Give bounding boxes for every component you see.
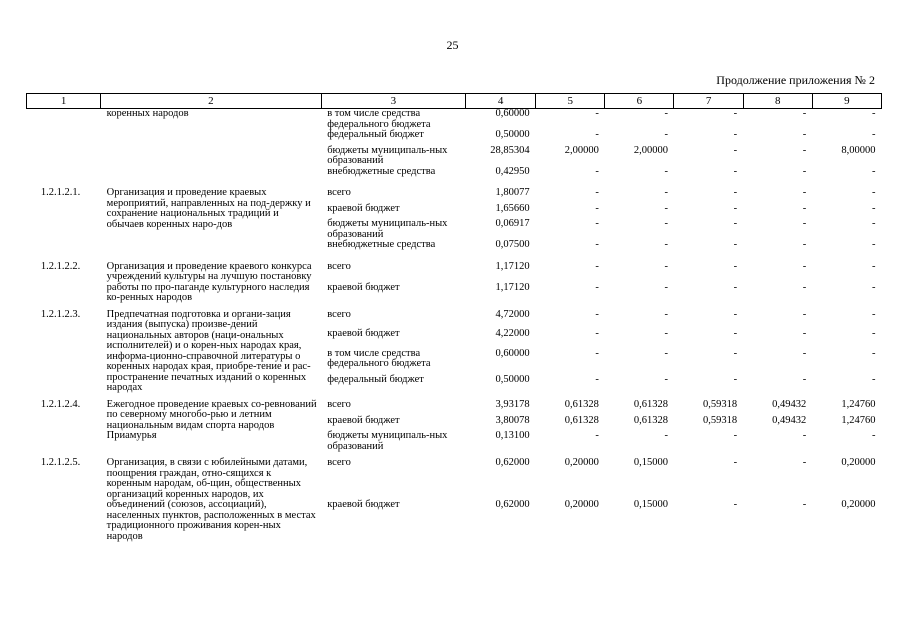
activity-name: коренных народов xyxy=(106,108,189,119)
amount-cell: 0,49432 xyxy=(772,414,807,426)
amount-cell: 0,49432 xyxy=(772,398,807,410)
row-code: 1.2.1.2.2. xyxy=(40,260,81,272)
amount-cell: - xyxy=(733,430,738,442)
column-header: 3 xyxy=(321,94,465,109)
amount-cell: 1,24760 xyxy=(841,414,876,426)
amount-cell: - xyxy=(802,239,807,251)
amount-cell: - xyxy=(595,281,599,293)
amount-cell: - xyxy=(802,373,807,385)
amount-cell: 2,00000 xyxy=(633,144,668,156)
amount-cell: - xyxy=(595,129,599,140)
amount-cell: - xyxy=(872,187,876,199)
amount-cell: - xyxy=(664,260,668,272)
amount-cell: - xyxy=(664,187,668,199)
total-amount-cell: 0,06917 xyxy=(495,218,530,230)
total-amount-cell: 4,22000 xyxy=(495,328,530,340)
amount-cell: - xyxy=(595,328,599,340)
amount-cell: - xyxy=(595,430,599,442)
amount-cell: - xyxy=(872,281,876,293)
amount-cell: - xyxy=(802,260,807,272)
amount-cell: - xyxy=(733,202,738,214)
amount-cell: - xyxy=(733,281,738,293)
column-header: 9 xyxy=(812,94,881,109)
amount-cell: 0,15000 xyxy=(633,499,668,511)
funding-source: краевой бюджет xyxy=(327,281,400,293)
amount-cell: 0,61328 xyxy=(633,398,668,410)
amount-cell: - xyxy=(872,129,876,140)
amount-cell: - xyxy=(595,187,599,199)
amount-cell: - xyxy=(733,308,738,320)
amount-cell: 0,61328 xyxy=(564,414,599,426)
amount-cell: - xyxy=(802,108,807,119)
amount-cell: - xyxy=(664,202,668,214)
amount-cell: - xyxy=(872,239,876,251)
amount-cell: - xyxy=(872,430,876,442)
amount-cell: 0,20000 xyxy=(564,499,599,511)
funding-source: краевой бюджет xyxy=(327,414,400,426)
funding-source: федеральный бюджет xyxy=(327,373,424,385)
table-row xyxy=(27,109,882,131)
funding-source: всего xyxy=(327,187,351,199)
amount-cell: - xyxy=(733,260,738,272)
page-number: 25 xyxy=(446,38,459,52)
amount-cell: - xyxy=(802,347,807,359)
row-code: 1.2.1.2.1. xyxy=(40,187,81,199)
amount-cell: 0,20000 xyxy=(841,499,876,511)
column-header: 8 xyxy=(743,94,812,109)
amount-cell: 2,00000 xyxy=(564,144,599,156)
column-header: 1 xyxy=(27,94,101,109)
amount-cell: - xyxy=(802,202,807,214)
total-amount-cell: 0,50000 xyxy=(495,129,530,140)
activity-name: Организация и проведение краевых мероприятий, направленных на под-держку и сохранение национальных традиций и обычаев коренных наро-дов xyxy=(106,187,311,230)
funding-source: бюджеты муниципаль-ных образований xyxy=(327,144,448,167)
total-amount-cell: 0,62000 xyxy=(495,457,530,469)
amount-cell: - xyxy=(802,430,807,442)
total-amount-cell: 3,93178 xyxy=(495,398,530,410)
column-header: 7 xyxy=(674,94,743,109)
activity-name: Организация, в связи с юбилейными датами, поощрения граждан, отно-сящихся к коренным народам, об-щин, общественных организаций коренных народов, их объединений (союзов, ассоциаций), населенных пунктов, расположенных в местах традиционного проживания корен-ных народов xyxy=(106,457,316,542)
funding-source: всего xyxy=(327,260,351,272)
amount-cell: - xyxy=(733,328,738,340)
total-amount-cell: 0,42950 xyxy=(495,165,530,177)
row-code: 1.2.1.2.3. xyxy=(40,308,81,320)
amount-cell: - xyxy=(664,239,668,251)
total-amount-cell: 4,72000 xyxy=(495,308,530,320)
total-amount-cell: 1,65660 xyxy=(495,202,530,214)
column-header: 4 xyxy=(466,94,536,109)
amount-cell: - xyxy=(664,165,668,177)
total-amount-cell: 0,07500 xyxy=(495,239,530,251)
amount-cell: - xyxy=(595,218,599,230)
total-amount-cell: 1,17120 xyxy=(495,260,530,272)
table-row xyxy=(27,188,882,204)
amount-cell: - xyxy=(802,165,807,177)
amount-cell: - xyxy=(872,108,876,119)
amount-cell: - xyxy=(733,239,738,251)
amount-cell: - xyxy=(733,347,738,359)
activity-name: Организация и проведение краевого конкурса учреждений культуры на лучшую постановку работы по про-паганде культурного наследия ко-ренных народов xyxy=(106,260,312,304)
funding-source: внебюджетные средства xyxy=(327,239,436,251)
funding-source: бюджеты муниципаль-ных образований xyxy=(327,218,448,240)
funding-source: краевой бюджет xyxy=(327,328,400,340)
amount-cell: - xyxy=(664,373,668,385)
amount-cell: - xyxy=(802,308,807,320)
funding-source: всего xyxy=(327,308,351,320)
total-amount-cell: 0,62000 xyxy=(495,499,530,511)
amount-cell: - xyxy=(802,328,807,340)
amount-cell: - xyxy=(664,281,668,293)
table-row xyxy=(27,262,882,283)
amount-cell: 0,61328 xyxy=(633,414,668,426)
total-amount-cell: 1,80077 xyxy=(495,187,530,199)
amount-cell: 0,61328 xyxy=(564,398,599,410)
amount-cell: - xyxy=(802,144,807,156)
amount-cell: 0,20000 xyxy=(564,457,599,469)
total-amount-cell: 0,13100 xyxy=(495,430,530,442)
amount-cell: - xyxy=(595,347,599,359)
amount-cell: - xyxy=(664,108,668,119)
funding-source: краевой бюджет xyxy=(327,499,400,511)
row-code xyxy=(27,109,101,183)
amount-cell: - xyxy=(802,187,807,199)
amount-cell: - xyxy=(733,108,738,119)
amount-cell: - xyxy=(802,129,807,140)
table-row xyxy=(27,400,882,416)
activity-name: Предпечатная подготовка и органи-зация издания (выпуска) произве-дений национальных авторов (наци-ональных исполнителей) и о корен-ных народах края, информа-ционно-справочной литературы о коренных народах края, приобре-тение и рас-пространение печатных изданий о коренных народах xyxy=(106,308,311,394)
amount-cell: 1,24760 xyxy=(841,398,876,410)
amount-cell: - xyxy=(733,144,738,156)
amount-cell: - xyxy=(872,218,876,230)
amount-cell: - xyxy=(595,260,599,272)
funding-source: краевой бюджет xyxy=(327,202,400,214)
funding-source: бюджеты муниципаль-ных образований xyxy=(327,430,448,452)
table-body xyxy=(27,109,882,543)
amount-cell: - xyxy=(872,328,876,340)
table-row xyxy=(27,458,882,500)
funding-source: внебюджетные средства xyxy=(327,165,436,177)
amount-cell: - xyxy=(595,108,599,119)
amount-cell: - xyxy=(595,308,599,320)
amount-cell: - xyxy=(802,218,807,230)
amount-cell: - xyxy=(872,373,876,385)
amount-cell: 0,15000 xyxy=(633,457,668,469)
amount-cell: - xyxy=(595,239,599,251)
amount-cell: - xyxy=(733,457,738,469)
amount-cell: - xyxy=(872,202,876,214)
total-amount-cell: 3,80078 xyxy=(495,414,530,426)
amount-cell: - xyxy=(872,308,876,320)
amount-cell: - xyxy=(733,165,738,177)
column-header: 2 xyxy=(101,94,322,109)
amount-cell: 0,59318 xyxy=(703,398,738,410)
amount-cell: - xyxy=(802,499,807,511)
funding-source: федеральный бюджет xyxy=(327,129,424,140)
amount-cell: - xyxy=(664,328,668,340)
amount-cell: - xyxy=(664,347,668,359)
amount-cell: - xyxy=(733,187,738,199)
amount-cell: - xyxy=(872,165,876,177)
amount-cell: - xyxy=(733,499,738,511)
continuation-caption: Продолжение приложения № 2 xyxy=(716,73,875,87)
amount-cell: 0,59318 xyxy=(703,414,738,426)
amount-cell: - xyxy=(733,218,738,230)
amount-cell: - xyxy=(664,308,668,320)
total-amount-cell: 0,60000 xyxy=(495,347,530,359)
funding-source: всего xyxy=(327,457,351,469)
amount-cell: - xyxy=(664,430,668,442)
amount-cell: - xyxy=(595,202,599,214)
amount-cell: 0,20000 xyxy=(841,457,876,469)
row-code: 1.2.1.2.4. xyxy=(40,398,81,410)
row-code: 1.2.1.2.5. xyxy=(40,457,81,469)
budget-table xyxy=(26,93,882,542)
total-amount-cell: 0,50000 xyxy=(495,373,530,385)
amount-cell: 8,00000 xyxy=(841,144,876,156)
amount-cell: - xyxy=(733,373,738,385)
amount-cell: - xyxy=(595,165,599,177)
total-amount-cell: 28,85304 xyxy=(490,144,530,156)
funding-source: в том числе средства федерального бюджета xyxy=(327,108,431,130)
table-row xyxy=(27,310,882,329)
activity-name: Ежегодное проведение краевых со-ревнований по северному многобо-рью и летним национальным видам спорта народов Приамурья xyxy=(106,398,317,442)
amount-cell: - xyxy=(802,457,807,469)
total-amount-cell: 0,60000 xyxy=(495,108,530,119)
funding-source: в том числе средства федерального бюджета xyxy=(327,347,431,370)
column-header: 6 xyxy=(605,94,674,109)
table-header-row xyxy=(27,94,882,109)
funding-source: всего xyxy=(327,398,351,410)
column-header: 5 xyxy=(536,94,605,109)
amount-cell: - xyxy=(664,129,668,140)
amount-cell: - xyxy=(802,281,807,293)
amount-cell: - xyxy=(872,347,876,359)
amount-cell: - xyxy=(664,218,668,230)
amount-cell: - xyxy=(595,373,599,385)
amount-cell: - xyxy=(872,260,876,272)
total-amount-cell: 1,17120 xyxy=(495,281,530,293)
amount-cell: - xyxy=(733,129,738,140)
